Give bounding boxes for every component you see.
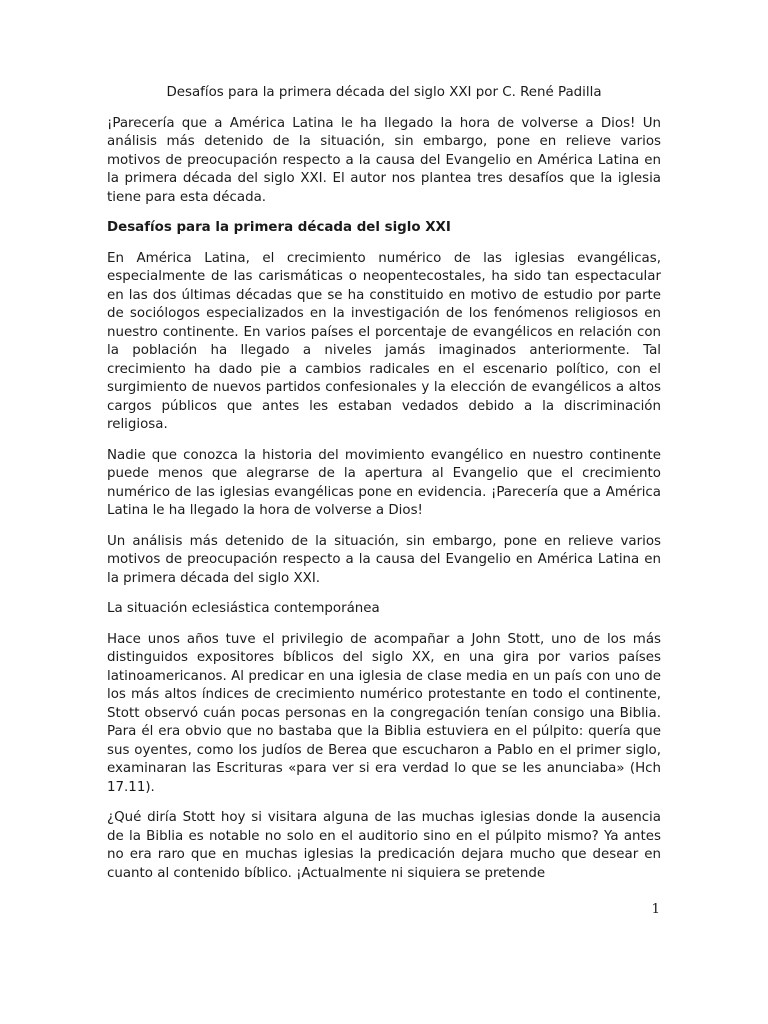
- paragraph-3: Un análisis más detenido de la situación, sin embargo, pone en relieve varios motivos de preocupación respecto a la causa del Evangelio en América Latina en la primera década del siglo XXI.: [107, 533, 661, 586]
- paragraph-1: En América Latina, el crecimiento numérico de las iglesias evangélicas, especialmente de las carismáticas o neopentecostales, ha sido tan espectacular en las dos últimas décadas que se ha constituido en motivo de estudio por parte de sociólogos especializados en la investigación de los fenómenos religiosos en nuestro continente. En varios países el porcentaje de evangélicos en relación con la población ha llegado a niveles jamás imaginados anteriormente. Tal crecimiento ha dado pie a cambios radicales en el escenario político, con el surgimiento de nuevos partidos confesionales y la elección de evangélicos a altos cargos públicos que antes les estaban vedados debido a la discriminación religiosa.: [107, 250, 661, 432]
- paragraph-5: ¿Qué diría Stott hoy si visitara alguna de las muchas iglesias donde la ausencia de la Biblia es notable no solo en el auditorio sino en el púlpito mismo? Ya antes no era raro que en muchas iglesias la predicación dejara mucho que desear en cuanto al contenido bíblico. ¡Actualmente ni siquiera se pretende: [107, 810, 661, 881]
- section-heading: Desafíos para la primera década del siglo XXI: [107, 220, 451, 235]
- document-page: [107, 84, 661, 895]
- paragraph-2: Nadie que conozca la historia del movimiento evangélico en nuestro continente puede menos que alegrarse de la apertura al Evangelio que el crecimiento numérico de las iglesias evangélicas pone en evidencia. ¡Parecería que a América Latina le ha llegado la hora de volverse a Dios!: [107, 447, 661, 518]
- paragraph-4: Hace unos años tuve el privilegio de acompañar a John Stott, uno de los más distinguidos expositores bíblicos del siglo XX, en una gira por varios países latinoamericanos. Al predicar en una iglesia de clase media en un país con uno de los más altos índices de crecimiento numérico protestante en todo el continente, Stott observó cuán pocas personas en la congregación tenían consigo una Biblia. Para él era obvio que no bastaba que la Biblia estuviera en el púlpito: quería que sus oyentes, como los judíos de Berea que escucharon a Pablo en el primer siglo, examinaran las Escrituras «para ver si era verdad lo que se les anunciaba» (Hch 17.11).: [107, 631, 661, 795]
- page-number: 1: [651, 902, 660, 917]
- document-title: Desafíos para la primera década del siglo XXI por C. René Padilla: [166, 85, 602, 100]
- intro-paragraph: ¡Parecería que a América Latina le ha llegado la hora de volverse a Dios! Un análisis más detenido de la situación, sin embargo, pone en relieve varios motivos de preocupación respecto a la causa del Evangelio en América Latina en la primera década del siglo XXI. El autor nos plantea tres desafíos que la iglesia tiene para esta década.: [107, 115, 661, 205]
- subsection-heading: La situación eclesiástica contemporánea: [107, 601, 380, 616]
